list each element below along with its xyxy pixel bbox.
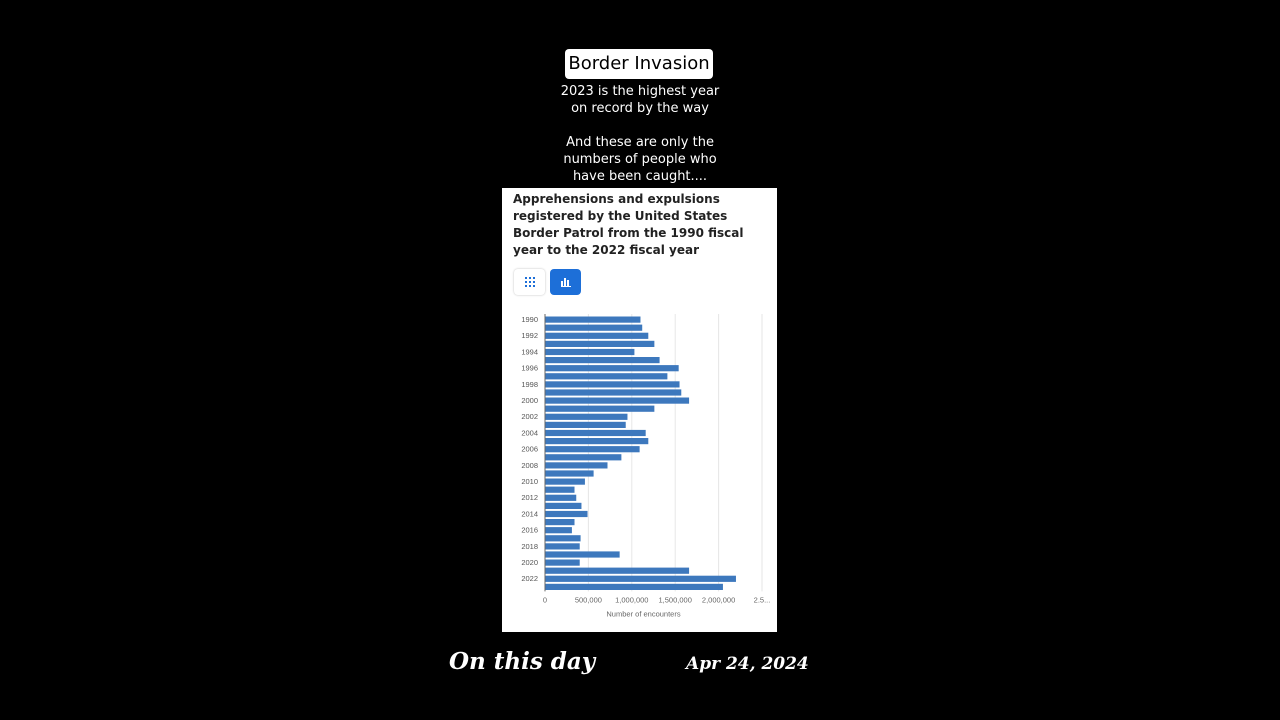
bar <box>545 373 667 379</box>
caption-line: have been caught.... <box>572 169 708 184</box>
y-tick-label: 1996 <box>521 363 538 373</box>
y-tick-label: 2020 <box>521 558 538 567</box>
bar <box>545 454 621 460</box>
y-tick-label: 1990 <box>521 315 538 324</box>
bar <box>545 357 660 363</box>
y-tick-label: 2010 <box>521 477 538 486</box>
y-tick-label: 2004 <box>521 428 538 438</box>
y-tick-label: 2008 <box>521 460 538 470</box>
bar <box>545 414 627 420</box>
bar <box>545 462 607 468</box>
y-tick-label: 1998 <box>521 379 538 389</box>
bar <box>545 422 626 428</box>
caption-line: 2023 is the highest year <box>560 84 720 99</box>
bar <box>545 317 640 323</box>
x-tick-label: 500,000 <box>574 595 602 605</box>
bar-chart <box>502 188 777 632</box>
bar <box>545 438 648 444</box>
bar <box>545 543 580 549</box>
bar <box>545 479 585 485</box>
x-tick-label: 1,500,000 <box>658 595 692 605</box>
bar <box>545 503 581 509</box>
chart-card <box>502 188 777 632</box>
y-tick-label: 2022 <box>521 574 538 584</box>
bar <box>545 470 594 476</box>
bar <box>545 487 575 493</box>
bar <box>545 365 679 371</box>
bar <box>545 341 654 347</box>
y-tick-label: 2016 <box>521 525 538 535</box>
footer-label: On this day <box>449 648 596 675</box>
y-tick-label: 2018 <box>521 541 538 551</box>
bar <box>545 381 680 387</box>
title-badge: Border Invasion <box>565 49 713 79</box>
y-tick-label: 1994 <box>521 347 538 357</box>
caption-line: numbers of people who <box>563 152 717 167</box>
bar <box>545 551 620 557</box>
bar <box>545 527 572 533</box>
bar <box>545 535 581 541</box>
x-tick-label: 2.5... <box>753 595 771 605</box>
x-tick-label: 2,000,000 <box>701 595 736 605</box>
y-tick-label: 2012 <box>521 493 538 503</box>
x-axis-label: Number of encounters <box>606 609 681 619</box>
y-tick-label: 2000 <box>521 396 538 405</box>
footer-date: Apr 24, 2024 <box>686 654 809 674</box>
bar <box>545 446 640 452</box>
bar <box>545 333 648 339</box>
chart-title: Apprehensions and expulsions registered by the United States Border Patrol from the 1990 fiscal year to the 2022 fiscal year <box>513 192 744 257</box>
bar <box>545 495 576 501</box>
y-tick-label: 1992 <box>521 331 538 341</box>
x-tick-label: 1,000,000 <box>615 595 649 605</box>
bar <box>545 398 689 404</box>
y-tick-label: 2006 <box>521 444 538 454</box>
bar <box>545 349 634 355</box>
bar <box>545 325 642 331</box>
x-tick-label: 0 <box>542 595 548 605</box>
bar <box>545 560 580 566</box>
bar <box>545 519 575 525</box>
bar <box>545 430 646 436</box>
y-tick-label: 2014 <box>521 509 538 519</box>
bar <box>545 406 654 412</box>
caption-line: on record by the way <box>571 101 709 116</box>
bar <box>545 576 736 582</box>
bar <box>545 511 588 517</box>
bar <box>545 584 723 590</box>
caption-line: And these are only the <box>566 135 714 150</box>
bar <box>545 389 681 395</box>
y-tick-label: 2002 <box>521 412 538 422</box>
bar <box>545 568 689 574</box>
